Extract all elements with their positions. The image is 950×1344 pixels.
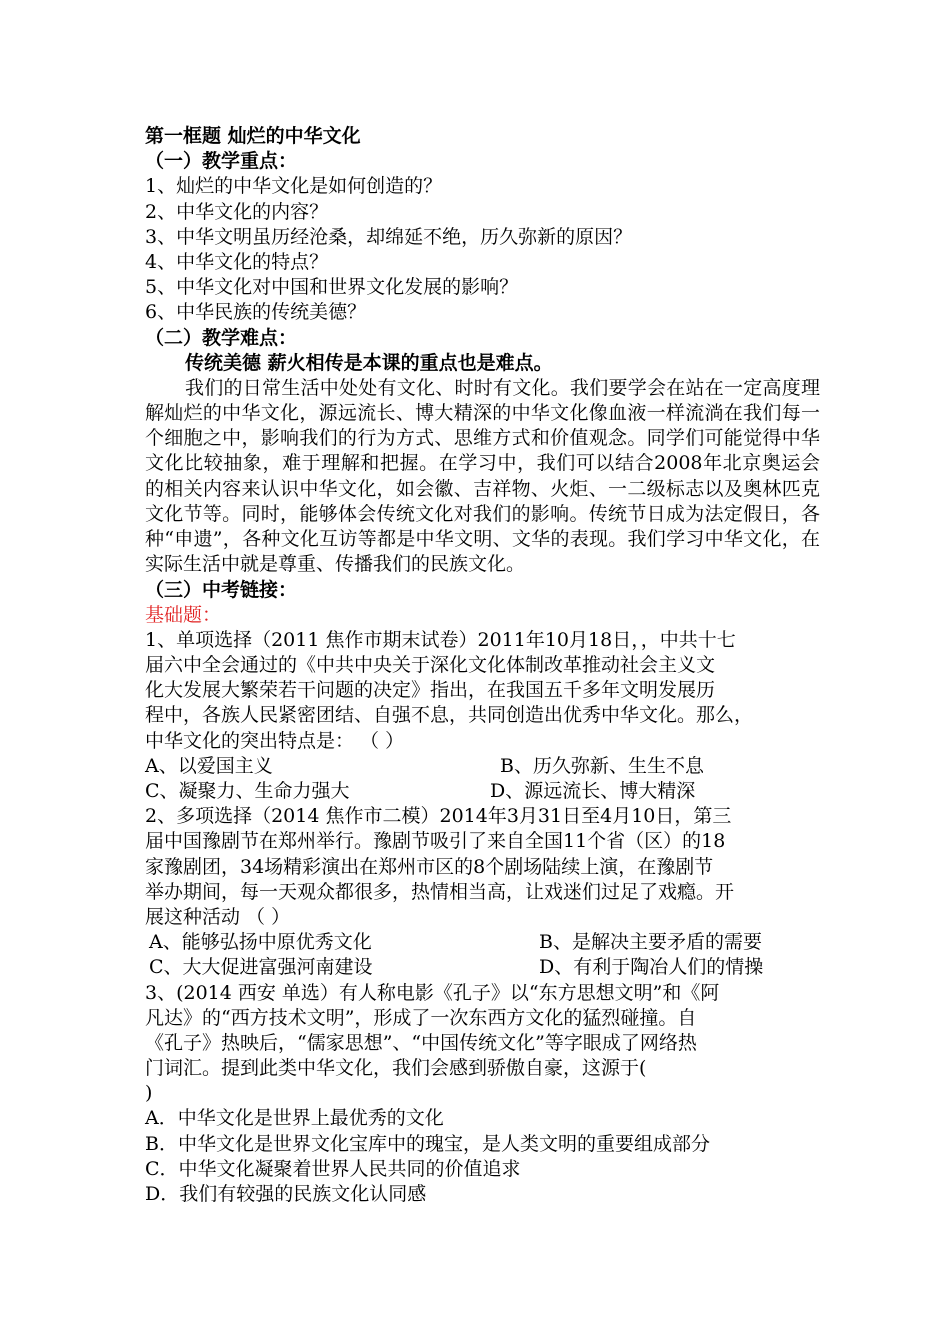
list-item: 6、中华民族的传统美德？ (145, 301, 367, 324)
question-line: 门词汇。提到此类中华文化，我们会感到骄傲自豪，这源于( (145, 1057, 647, 1080)
page-title: 第一框题 灿烂的中华文化 (145, 125, 361, 147)
section-heading-key-points: （一）教学重点： (145, 150, 298, 173)
question-line: 举办期间，每一天观众都很多，热情相当高，让戏迷们过足了戏瘾。开 (145, 880, 735, 903)
option-b: B．中华文化是世界文化宝库中的瑰宝，是人类文明的重要组成部分 (145, 1132, 710, 1155)
question-line: 1、单项选择（2011 焦作市期末试卷）2011年10月18日，，中共十七 (145, 628, 736, 651)
option-a: A、能够弘扬中原优秀文化 (149, 931, 372, 954)
question-line: 展这种活动 （ ） (145, 905, 291, 928)
option-c: C、大大促进富强河南建设 (149, 956, 373, 979)
list-item: 1、灿烂的中华文化是如何创造的？ (145, 175, 443, 198)
option-d: D．我们有较强的民族文化认同感 (145, 1183, 427, 1205)
question-line: 3、(2014 西安 单选）有人称电影《孔子》以“东方思想文明”和《阿 (145, 981, 720, 1004)
option-row (145, 930, 820, 955)
list-item: 3、中华文明虽历经沧桑，却绵延不绝，历久弥新的原因？ (145, 225, 633, 248)
option-a: A．中华文化是世界上最优秀的文化 (145, 1107, 444, 1130)
question-line: 程中，各族人民紧密团结、自强不息，共同创造出优秀中华文化。那么， (145, 704, 754, 727)
option-d: D、有利于陶冶人们的情操 (539, 956, 764, 979)
option-row (145, 955, 820, 980)
question-line: 《孔子》热映后，“儒家思想”、“中国传统文化”等字眼成了网络热 (145, 1031, 697, 1054)
question-line: 家豫剧团，34场精彩演出在郑州市区的8个剧场陆续上演，在豫剧节 (145, 855, 714, 878)
option-a: A、以爱国主义 (145, 754, 273, 777)
document-page (145, 124, 820, 1207)
question-line: 届中国豫剧节在郑州举行。豫剧节吸引了来自全国11个省（区）的18 (145, 830, 726, 853)
question-line: 凡达》的“西方技术文明”，形成了一次东西方文化的猛烈碰撞。自 (145, 1006, 697, 1029)
option-row (145, 754, 820, 779)
question-2 (145, 804, 820, 980)
option-row (145, 779, 820, 804)
option-c: C、凝聚力、生命力强大 (145, 780, 350, 802)
question-1 (145, 628, 820, 804)
option-b: B、是解决主要矛盾的需要 (539, 931, 762, 954)
section-heading-exam-links: （三）中考链接： (145, 578, 298, 601)
list-item: 4、中华文化的特点？ (145, 250, 329, 273)
list-item: 2、中华文化的内容？ (145, 200, 329, 223)
question-line: 届六中全会通过的《中共中央关于深化文化体制改革推动社会主义文 (145, 654, 716, 677)
option-c: C．中华文化凝聚着世界人民共同的价值追求 (145, 1157, 521, 1180)
question-line: 2、多项选择（2014 焦作市二模）2014年3月31日至4月10日，第三 (145, 805, 732, 828)
question-3 (145, 981, 820, 1208)
body-paragraph: 我们的日常生活中处处有文化、时时有文化。我们要学会在站在一定高度理解灿烂的中华文化，源远流长、博大精深的中华文化像血液一样流淌在我们每一个细胞之中，影响我们的行为方式、思维方式和价值观念。同学们可能觉得中华文化比较抽象，难于理解和把握。在学习中，我们可以结合2008年北京奥运会的相关内容来认识中华文化，如会徽、吉祥物、火炬、一二级标志以及奥林匹克文化节等。同时，能够体会传统文化对我们的影响。传统节日成为法定假日，各种“申遗”，各种文化互访等都是中华文明、文华的表现。我们学习中华文化，在实际生活中就是尊重、传播我们的民族文化。 (145, 376, 820, 576)
option-d: D、源远流长、博大精深 (490, 780, 696, 802)
emphasis-text: 传统美德 薪火相传是本课的重点也是难点。 (185, 351, 553, 374)
question-line: ) (145, 1082, 153, 1105)
question-line: 化大发展大繁荣若干问题的决定》指出，在我国五千多年文明发展历 (145, 679, 716, 702)
question-line: 中华文化的突出特点是： （ ） (145, 729, 405, 752)
option-b: B、历久弥新、生生不息 (500, 754, 704, 777)
basic-questions-label: 基础题： (145, 603, 222, 626)
list-item: 5、中华文化对中国和世界文化发展的影响？ (145, 276, 519, 299)
section-heading-difficulties: （二）教学难点： (145, 326, 298, 349)
